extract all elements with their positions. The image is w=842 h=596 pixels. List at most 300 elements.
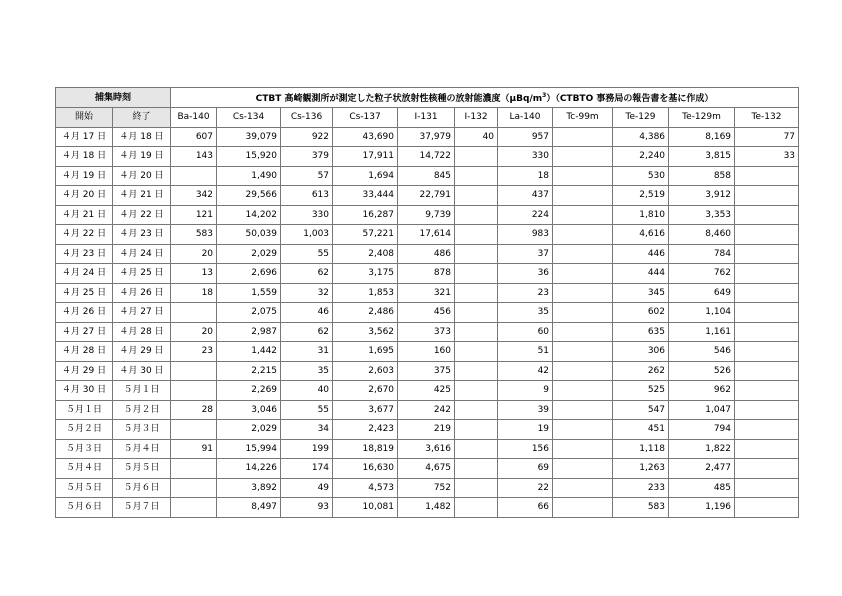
value-cell: 29,566 (217, 186, 281, 206)
column-header: La-140 (498, 108, 553, 128)
value-cell: 16,287 (333, 205, 398, 225)
value-cell: 19 (498, 420, 553, 440)
column-header: I-132 (455, 108, 498, 128)
column-header: 終了 (113, 108, 171, 128)
value-cell: 15,920 (217, 147, 281, 167)
column-header: Cs-137 (333, 108, 398, 128)
end-date-cell: ４月 25 日 (113, 264, 171, 284)
value-cell: 22,791 (398, 186, 455, 206)
value-cell: 2,408 (333, 244, 398, 264)
end-date-cell: ４月 23 日 (113, 225, 171, 245)
value-cell (735, 361, 799, 381)
table-row (56, 283, 799, 303)
value-cell (553, 342, 613, 362)
value-cell (735, 303, 799, 323)
value-cell: 957 (498, 127, 553, 147)
value-cell (455, 186, 498, 206)
value-cell: 3,046 (217, 400, 281, 420)
value-cell (553, 459, 613, 479)
value-cell: 4,616 (613, 225, 669, 245)
value-cell: 242 (398, 400, 455, 420)
value-cell: 219 (398, 420, 455, 440)
value-cell: 37 (498, 244, 553, 264)
start-date-cell: ５月１日 (56, 400, 113, 420)
radioactivity-table (55, 87, 799, 518)
value-cell (553, 439, 613, 459)
value-cell (735, 498, 799, 518)
start-date-cell: ４月 20 日 (56, 186, 113, 206)
value-cell: 62 (281, 264, 333, 284)
column-header-row (56, 108, 799, 128)
value-cell: 1,104 (669, 303, 735, 323)
value-cell: 57 (281, 166, 333, 186)
value-cell: 16,630 (333, 459, 398, 479)
title-prefix: CTBT 高崎観測所が測定した粒子状放射性核種の放射能濃度（μBq/m (255, 94, 543, 104)
collection-time-header: 捕集時刻 (56, 88, 171, 108)
end-date-cell: ５月３日 (113, 420, 171, 440)
start-date-cell: ４月 24 日 (56, 264, 113, 284)
value-cell: 1,118 (613, 439, 669, 459)
table-row (56, 361, 799, 381)
start-date-cell: ４月 17 日 (56, 127, 113, 147)
value-cell: 28 (171, 400, 217, 420)
value-cell: 784 (669, 244, 735, 264)
value-cell (735, 205, 799, 225)
value-cell: 262 (613, 361, 669, 381)
value-cell: 649 (669, 283, 735, 303)
value-cell: 330 (498, 147, 553, 167)
column-header: Tc-99m (553, 108, 613, 128)
value-cell: 3,562 (333, 322, 398, 342)
start-date-cell: ５月３日 (56, 439, 113, 459)
value-cell: 14,722 (398, 147, 455, 167)
value-cell: 2,075 (217, 303, 281, 323)
start-date-cell: ４月 21 日 (56, 205, 113, 225)
end-date-cell: ５月２日 (113, 400, 171, 420)
table-row (56, 303, 799, 323)
value-cell: 446 (613, 244, 669, 264)
value-cell: 922 (281, 127, 333, 147)
value-cell: 2,477 (669, 459, 735, 479)
start-date-cell: ４月 28 日 (56, 342, 113, 362)
value-cell: 36 (498, 264, 553, 284)
value-cell: 444 (613, 264, 669, 284)
column-header: Cs-134 (217, 108, 281, 128)
end-date-cell: ５月１日 (113, 381, 171, 401)
value-cell: 321 (398, 283, 455, 303)
value-cell: 121 (171, 205, 217, 225)
value-cell: 18 (498, 166, 553, 186)
value-cell (553, 478, 613, 498)
start-date-cell: ４月 25 日 (56, 283, 113, 303)
value-cell: 13 (171, 264, 217, 284)
value-cell: 224 (498, 205, 553, 225)
value-cell: 2,987 (217, 322, 281, 342)
value-cell (735, 166, 799, 186)
value-cell: 14,202 (217, 205, 281, 225)
value-cell: 858 (669, 166, 735, 186)
value-cell (455, 439, 498, 459)
value-cell (455, 244, 498, 264)
value-cell: 456 (398, 303, 455, 323)
value-cell (553, 147, 613, 167)
value-cell: 2,029 (217, 420, 281, 440)
value-cell: 1,003 (281, 225, 333, 245)
value-cell: 8,460 (669, 225, 735, 245)
value-cell: 3,616 (398, 439, 455, 459)
start-date-cell: ４月 23 日 (56, 244, 113, 264)
value-cell (553, 205, 613, 225)
value-cell: 91 (171, 439, 217, 459)
value-cell: 1,161 (669, 322, 735, 342)
value-cell: 2,269 (217, 381, 281, 401)
value-cell (455, 381, 498, 401)
value-cell: 51 (498, 342, 553, 362)
column-header: Te-129m (669, 108, 735, 128)
end-date-cell: ４月 26 日 (113, 283, 171, 303)
start-date-cell: ４月 27 日 (56, 322, 113, 342)
value-cell: 375 (398, 361, 455, 381)
value-cell: 4,573 (333, 478, 398, 498)
value-cell: 2,519 (613, 186, 669, 206)
column-header: Cs-136 (281, 108, 333, 128)
value-cell (455, 478, 498, 498)
value-cell: 35 (498, 303, 553, 323)
value-cell: 1,490 (217, 166, 281, 186)
value-cell (735, 225, 799, 245)
table-title (171, 88, 799, 108)
value-cell: 32 (281, 283, 333, 303)
value-cell (455, 420, 498, 440)
column-header: I-131 (398, 108, 455, 128)
value-cell: 1,047 (669, 400, 735, 420)
value-cell (455, 264, 498, 284)
value-cell: 379 (281, 147, 333, 167)
value-cell (735, 400, 799, 420)
table-row (56, 459, 799, 479)
title-suffix: ）（CTBTO 事務局の報告書を基に作成） (546, 94, 714, 104)
value-cell (735, 381, 799, 401)
end-date-cell: ４月 20 日 (113, 166, 171, 186)
value-cell: 69 (498, 459, 553, 479)
column-header: 開始 (56, 108, 113, 128)
end-date-cell: ４月 22 日 (113, 205, 171, 225)
start-date-cell: ５月４日 (56, 459, 113, 479)
value-cell: 962 (669, 381, 735, 401)
value-cell (553, 225, 613, 245)
end-date-cell: ５月６日 (113, 478, 171, 498)
value-cell: 18 (171, 283, 217, 303)
value-cell: 160 (398, 342, 455, 362)
value-cell: 1,263 (613, 459, 669, 479)
value-cell: 49 (281, 478, 333, 498)
title-superscript: 3 (542, 92, 547, 99)
table-row (56, 342, 799, 362)
value-cell (171, 459, 217, 479)
value-cell: 23 (171, 342, 217, 362)
value-cell: 9,739 (398, 205, 455, 225)
value-cell: 3,175 (333, 264, 398, 284)
value-cell: 306 (613, 342, 669, 362)
value-cell (171, 420, 217, 440)
value-cell (735, 459, 799, 479)
value-cell: 602 (613, 303, 669, 323)
value-cell (735, 420, 799, 440)
value-cell: 547 (613, 400, 669, 420)
value-cell: 451 (613, 420, 669, 440)
value-cell (553, 283, 613, 303)
value-cell: 37,979 (398, 127, 455, 147)
value-cell: 23 (498, 283, 553, 303)
value-cell: 17,614 (398, 225, 455, 245)
table-row (56, 244, 799, 264)
table-row (56, 478, 799, 498)
value-cell: 1,442 (217, 342, 281, 362)
value-cell: 42 (498, 361, 553, 381)
value-cell: 425 (398, 381, 455, 401)
value-cell: 342 (171, 186, 217, 206)
value-cell: 1,694 (333, 166, 398, 186)
table-row (56, 147, 799, 167)
value-cell: 2,696 (217, 264, 281, 284)
value-cell (455, 166, 498, 186)
value-cell: 156 (498, 439, 553, 459)
value-cell: 57,221 (333, 225, 398, 245)
value-cell (735, 439, 799, 459)
value-cell: 2,603 (333, 361, 398, 381)
value-cell (455, 361, 498, 381)
value-cell (455, 400, 498, 420)
value-cell: 1,559 (217, 283, 281, 303)
end-date-cell: ５月５日 (113, 459, 171, 479)
value-cell: 39,079 (217, 127, 281, 147)
value-cell: 8,169 (669, 127, 735, 147)
value-cell (171, 361, 217, 381)
value-cell: 33 (735, 147, 799, 167)
value-cell: 22 (498, 478, 553, 498)
table-row (56, 127, 799, 147)
value-cell: 93 (281, 498, 333, 518)
value-cell: 35 (281, 361, 333, 381)
value-cell: 1,482 (398, 498, 455, 518)
value-cell: 2,423 (333, 420, 398, 440)
value-cell: 2,670 (333, 381, 398, 401)
value-cell: 62 (281, 322, 333, 342)
value-cell (735, 186, 799, 206)
value-cell: 1,853 (333, 283, 398, 303)
value-cell (553, 264, 613, 284)
value-cell: 525 (613, 381, 669, 401)
value-cell: 2,029 (217, 244, 281, 264)
value-cell (455, 303, 498, 323)
value-cell: 50,039 (217, 225, 281, 245)
table-row (56, 322, 799, 342)
start-date-cell: ５月２日 (56, 420, 113, 440)
value-cell: 2,240 (613, 147, 669, 167)
value-cell: 486 (398, 244, 455, 264)
value-cell: 40 (281, 381, 333, 401)
value-cell (455, 225, 498, 245)
start-date-cell: ４月 30 日 (56, 381, 113, 401)
value-cell: 607 (171, 127, 217, 147)
value-cell: 613 (281, 186, 333, 206)
end-date-cell: ５月７日 (113, 498, 171, 518)
value-cell: 526 (669, 361, 735, 381)
value-cell: 3,912 (669, 186, 735, 206)
value-cell: 1,695 (333, 342, 398, 362)
table-row (56, 400, 799, 420)
table-row (56, 225, 799, 245)
value-cell: 530 (613, 166, 669, 186)
value-cell (171, 498, 217, 518)
table-body (56, 88, 799, 518)
value-cell: 3,677 (333, 400, 398, 420)
value-cell: 55 (281, 244, 333, 264)
value-cell (171, 478, 217, 498)
table-row (56, 420, 799, 440)
end-date-cell: ４月 18 日 (113, 127, 171, 147)
table-row (56, 498, 799, 518)
end-date-cell: ４月 29 日 (113, 342, 171, 362)
column-header: Te-132 (735, 108, 799, 128)
value-cell: 794 (669, 420, 735, 440)
column-header: Ba-140 (171, 108, 217, 128)
value-cell: 20 (171, 322, 217, 342)
value-cell: 4,675 (398, 459, 455, 479)
value-cell (553, 381, 613, 401)
value-cell (553, 303, 613, 323)
value-cell (735, 322, 799, 342)
start-date-cell: ４月 22 日 (56, 225, 113, 245)
end-date-cell: ４月 21 日 (113, 186, 171, 206)
value-cell (171, 381, 217, 401)
value-cell: 1,822 (669, 439, 735, 459)
value-cell: 878 (398, 264, 455, 284)
value-cell: 40 (455, 127, 498, 147)
value-cell (735, 264, 799, 284)
value-cell: 39 (498, 400, 553, 420)
value-cell: 3,892 (217, 478, 281, 498)
table-row (56, 205, 799, 225)
column-header: Te-129 (613, 108, 669, 128)
value-cell (171, 303, 217, 323)
value-cell: 17,911 (333, 147, 398, 167)
value-cell: 583 (171, 225, 217, 245)
table-row (56, 186, 799, 206)
value-cell (735, 478, 799, 498)
value-cell: 2,215 (217, 361, 281, 381)
value-cell (735, 283, 799, 303)
value-cell: 174 (281, 459, 333, 479)
value-cell: 20 (171, 244, 217, 264)
value-cell: 3,815 (669, 147, 735, 167)
value-cell (553, 322, 613, 342)
value-cell (455, 322, 498, 342)
value-cell (455, 283, 498, 303)
value-cell (171, 166, 217, 186)
value-cell: 373 (398, 322, 455, 342)
value-cell (553, 186, 613, 206)
value-cell: 55 (281, 400, 333, 420)
end-date-cell: ４月 28 日 (113, 322, 171, 342)
end-date-cell: ４月 30 日 (113, 361, 171, 381)
value-cell (455, 498, 498, 518)
value-cell: 8,497 (217, 498, 281, 518)
value-cell (553, 498, 613, 518)
start-date-cell: ４月 19 日 (56, 166, 113, 186)
value-cell: 46 (281, 303, 333, 323)
value-cell: 43,690 (333, 127, 398, 147)
value-cell (455, 342, 498, 362)
end-date-cell: ４月 27 日 (113, 303, 171, 323)
value-cell: 233 (613, 478, 669, 498)
value-cell: 752 (398, 478, 455, 498)
value-cell: 845 (398, 166, 455, 186)
value-cell (553, 127, 613, 147)
value-cell: 1,196 (669, 498, 735, 518)
value-cell: 583 (613, 498, 669, 518)
value-cell: 345 (613, 283, 669, 303)
table-title-row (56, 88, 799, 108)
table-row (56, 381, 799, 401)
value-cell (455, 147, 498, 167)
value-cell: 3,353 (669, 205, 735, 225)
start-date-cell: ５月５日 (56, 478, 113, 498)
value-cell: 546 (669, 342, 735, 362)
value-cell (553, 244, 613, 264)
value-cell: 4,386 (613, 127, 669, 147)
value-cell: 31 (281, 342, 333, 362)
value-cell (553, 400, 613, 420)
end-date-cell: ５月４日 (113, 439, 171, 459)
value-cell: 34 (281, 420, 333, 440)
value-cell: 143 (171, 147, 217, 167)
value-cell (735, 342, 799, 362)
end-date-cell: ４月 24 日 (113, 244, 171, 264)
value-cell: 10,081 (333, 498, 398, 518)
value-cell: 9 (498, 381, 553, 401)
value-cell: 485 (669, 478, 735, 498)
value-cell: 762 (669, 264, 735, 284)
value-cell: 15,994 (217, 439, 281, 459)
value-cell: 18,819 (333, 439, 398, 459)
value-cell (553, 361, 613, 381)
value-cell (735, 244, 799, 264)
table-row (56, 439, 799, 459)
value-cell (553, 420, 613, 440)
value-cell: 14,226 (217, 459, 281, 479)
value-cell (455, 205, 498, 225)
value-cell: 66 (498, 498, 553, 518)
start-date-cell: ４月 26 日 (56, 303, 113, 323)
value-cell (553, 166, 613, 186)
start-date-cell: ４月 18 日 (56, 147, 113, 167)
value-cell: 635 (613, 322, 669, 342)
value-cell: 330 (281, 205, 333, 225)
start-date-cell: ４月 29 日 (56, 361, 113, 381)
value-cell: 60 (498, 322, 553, 342)
value-cell: 199 (281, 439, 333, 459)
table-row (56, 264, 799, 284)
value-cell: 33,444 (333, 186, 398, 206)
start-date-cell: ５月６日 (56, 498, 113, 518)
value-cell (455, 459, 498, 479)
value-cell: 437 (498, 186, 553, 206)
end-date-cell: ４月 19 日 (113, 147, 171, 167)
value-cell: 1,810 (613, 205, 669, 225)
value-cell: 77 (735, 127, 799, 147)
table-row (56, 166, 799, 186)
